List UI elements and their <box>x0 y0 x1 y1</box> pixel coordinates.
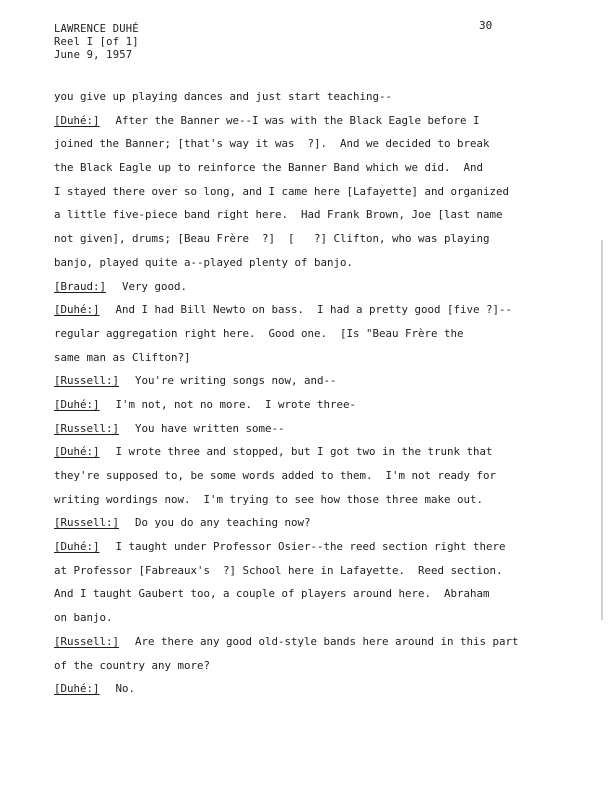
speaker-label: [Duhé:] <box>54 540 100 554</box>
utterance-text: not given], drums; [Beau Frère ?] [ ?] Clifton, who was playing <box>54 232 490 246</box>
interview-date: June 9, 1957 <box>54 49 133 61</box>
utterance-text: I taught under Professor Osier--the reed section right there <box>115 540 506 554</box>
transcript-line <box>54 440 594 464</box>
utterance-text: After the Banner we--I was with the Black Eagle before I <box>115 113 480 127</box>
utterance-text: You have written some-- <box>135 421 285 435</box>
utterance-text: Are there any good old-style bands here around in this part <box>135 634 519 648</box>
transcript-line <box>54 511 594 535</box>
speaker-label: [Duhé:] <box>54 113 100 127</box>
transcript-line <box>54 203 594 227</box>
speaker-label: [Duhé:] <box>54 397 100 411</box>
utterance-text: of the country any more? <box>54 658 211 672</box>
speaker-label: [Duhé:] <box>54 445 100 459</box>
utterance-text: the Black Eagle up to reinforce the Banner Band which we did. And <box>54 161 484 175</box>
utterance-text: they're supposed to, be some words added to them. I'm not ready for <box>54 469 497 482</box>
transcript-line <box>54 109 594 133</box>
transcript-line <box>54 132 594 156</box>
transcript-line <box>54 369 594 393</box>
transcript-line <box>54 606 594 630</box>
transcript-line <box>54 630 594 654</box>
transcript-line <box>54 654 594 678</box>
utterance-text: you give up playing dances and just start teaching-- <box>54 90 393 103</box>
reel-label: Reel I [of 1] <box>54 36 139 48</box>
utterance-text: I wrote three and stopped, but I got two in the trunk that <box>115 445 493 459</box>
scan-edge-shadow <box>601 240 603 620</box>
utterance-text: writing wordings now. I'm trying to see how those three make out. <box>54 492 484 506</box>
transcript-line <box>54 180 594 204</box>
utterance-text: on banjo. <box>54 611 113 625</box>
speaker-label: [Duhé:] <box>54 303 100 317</box>
utterance-text: at Professor [Fabreaux's ?] School here in Lafayette. Reed section. <box>54 563 503 577</box>
interviewee-name: LAWRENCE DUHÉ <box>54 23 139 35</box>
transcript-line <box>54 346 594 370</box>
transcript-line <box>54 582 594 606</box>
speaker-label: [Russell:] <box>54 374 120 388</box>
utterance-text: banjo, played quite a--played plenty of banjo. <box>54 255 354 269</box>
transcript-line <box>54 156 594 180</box>
utterance-text: regular aggregation right here. Good one. [Is "Beau Frère the <box>54 326 464 340</box>
transcript-line <box>54 227 594 251</box>
speaker-label: [Duhé:] <box>54 682 100 696</box>
utterance-text: No. <box>115 682 136 696</box>
speaker-label: [Russell:] <box>54 634 120 648</box>
utterance-text: joined the Banner; [that's way it was ?]. And we decided to break <box>54 137 490 151</box>
utterance-text: same man as Clifton?] <box>54 350 191 364</box>
utterance-text: And I taught Gaubert too, a couple of players around here. Abraham <box>54 587 490 601</box>
transcript-body <box>54 85 594 701</box>
speaker-label: [Braud:] <box>54 279 107 293</box>
utterance-text: I'm not, not no more. I wrote three- <box>115 397 357 411</box>
transcript-line <box>54 275 594 299</box>
transcript-line <box>54 85 594 109</box>
transcript-line <box>54 677 594 701</box>
utterance-text: Very good. <box>122 279 188 293</box>
speaker-label: [Russell:] <box>54 516 120 530</box>
transcript-line <box>54 322 594 346</box>
transcript-line <box>54 535 594 559</box>
utterance-text: Do you do any teaching now? <box>135 516 311 530</box>
transcript-line <box>54 488 594 512</box>
utterance-text: I stayed there over so long, and I came here [Lafayette] and organized <box>54 184 510 198</box>
utterance-text: You're writing songs now, and-- <box>135 374 337 388</box>
transcript-line <box>54 251 594 275</box>
speaker-label: [Russell:] <box>54 421 120 435</box>
transcript-line <box>54 298 594 322</box>
transcript-line <box>54 464 594 488</box>
page-number: 30 <box>479 19 493 32</box>
transcript-line <box>54 417 594 441</box>
utterance-text: And I had Bill Newto on bass. I had a pretty good [five ?]-- <box>115 303 513 317</box>
transcript-line <box>54 393 594 417</box>
transcript-line <box>54 559 594 583</box>
page-header <box>54 23 139 62</box>
utterance-text: a little five-piece band right here. Had Frank Brown, Joe [last name <box>54 208 503 222</box>
